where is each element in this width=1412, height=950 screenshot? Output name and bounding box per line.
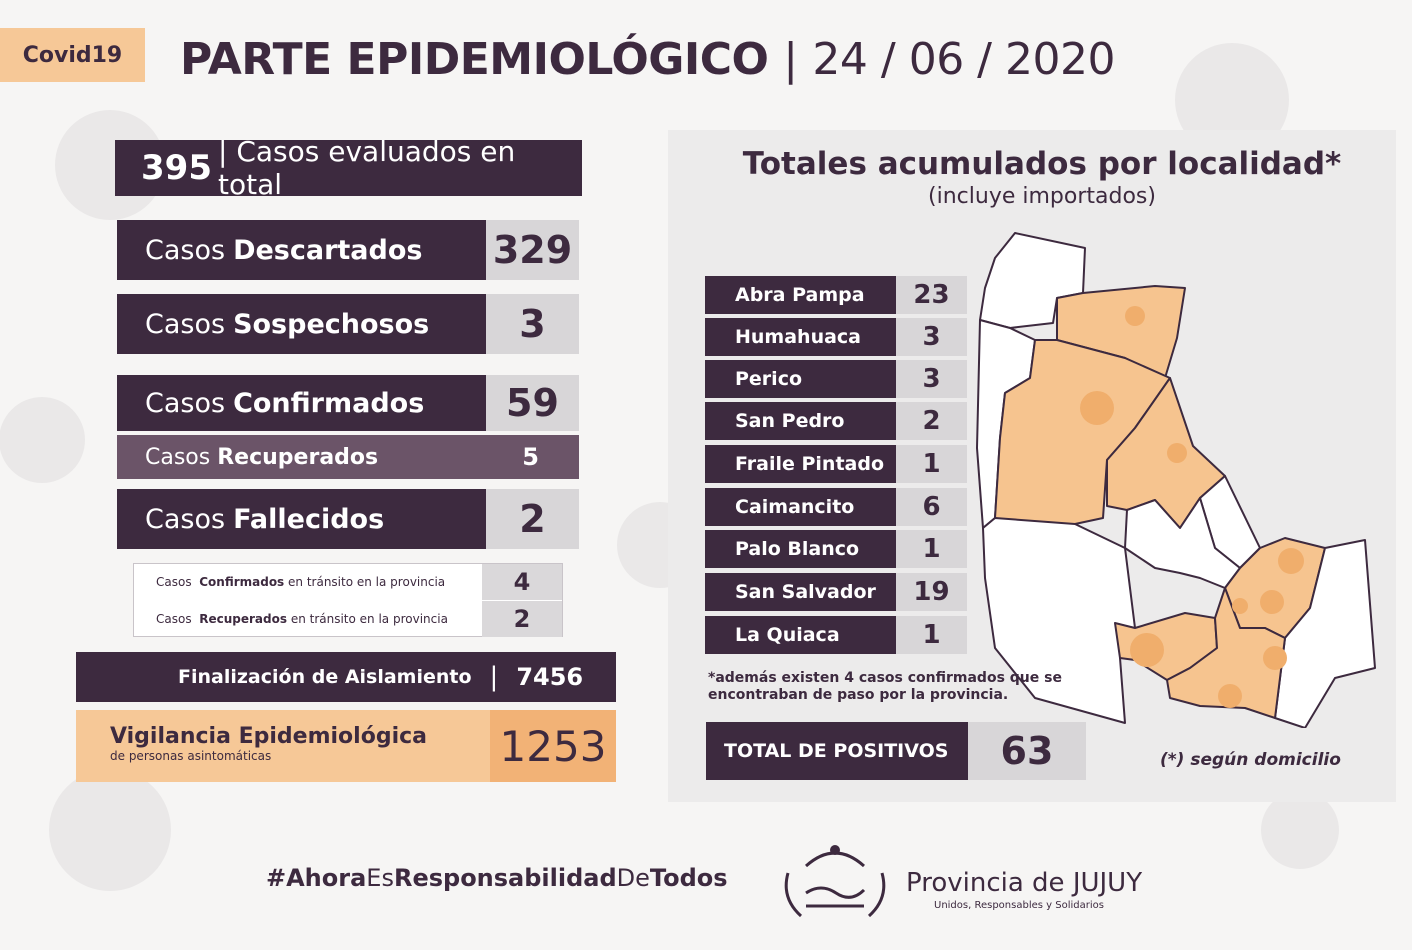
title-text: PARTE EPIDEMIOLÓGICO — [180, 34, 769, 85]
stat-label — [117, 220, 486, 280]
stat-label — [117, 375, 486, 431]
jujuy-map — [975, 228, 1385, 728]
page-title — [180, 34, 1115, 85]
locality-name: La Quiaca — [705, 616, 896, 654]
covid-tag: Covid19 — [0, 28, 145, 82]
surveillance-label: Vigilancia Epidemiológica — [110, 724, 428, 749]
locality-name: San Salvador — [705, 573, 896, 611]
stat-value: 329 — [486, 220, 579, 280]
surveillance-value: 1253 — [490, 710, 616, 782]
stat-prefix: Casos — [145, 308, 226, 340]
locality-name: San Pedro — [705, 402, 896, 440]
transit-label: Casos Confirmados en tránsito en la provincia — [156, 575, 446, 589]
locality-row — [705, 616, 967, 654]
province-logo-icon — [776, 838, 894, 928]
locality-value: 1 — [896, 530, 967, 568]
locality-value: 2 — [896, 402, 967, 440]
localities-note: *además existen 4 casos confirmados que se encontraban de paso por la provincia. — [708, 670, 1062, 703]
locality-value: 3 — [896, 360, 967, 398]
stat-row-recuperados — [117, 435, 579, 479]
locality-row — [705, 573, 967, 611]
locality-name: Palo Blanco — [705, 530, 896, 568]
stat-value: 2 — [486, 489, 579, 549]
locality-value: 6 — [896, 488, 967, 526]
locality-row — [705, 402, 967, 440]
footnote: (*) según domicilio — [1160, 750, 1341, 770]
stat-label — [117, 489, 486, 549]
stat-row-confirmados — [117, 375, 579, 431]
locality-value: 3 — [896, 318, 967, 356]
locality-value: 1 — [896, 445, 967, 483]
transit-value: 4 — [482, 564, 562, 600]
stat-name: Sospechosos — [233, 308, 430, 340]
surveillance-sub: de personas asintomáticas — [110, 749, 272, 763]
transit-row-recuperados — [134, 601, 562, 637]
stat-value: 5 — [522, 443, 539, 471]
isolation-value: 7456 — [516, 663, 584, 691]
isolation-label: Finalización de Aislamiento — [178, 666, 472, 688]
hashtag: #AhoraEsResponsabilidadDeTodos — [266, 864, 728, 892]
stat-row-fallecidos — [117, 489, 579, 549]
locality-name: Fraile Pintado — [705, 445, 896, 483]
localities-subtitle: (incluye importados) — [928, 184, 1156, 209]
localities-title: Totales acumulados por localidad* — [742, 146, 1342, 182]
total-positives-label: TOTAL DE POSITIVOS — [706, 722, 968, 780]
locality-row — [705, 360, 967, 398]
transit-label: Casos Recuperados en tránsito en la provincia — [156, 612, 448, 626]
stat-name: Descartados — [233, 234, 423, 266]
stat-name: Recuperados — [217, 444, 379, 470]
stat-prefix: Casos — [145, 234, 226, 266]
title-separator: | — [783, 34, 798, 85]
transit-row-confirmados — [134, 564, 562, 600]
locality-name: Humahuaca — [705, 318, 896, 356]
locality-name: Caimancito — [705, 488, 896, 526]
stat-prefix: Casos — [145, 444, 211, 470]
locality-row — [705, 276, 967, 314]
locality-value: 1 — [896, 616, 967, 654]
total-evaluated-value: 395 — [141, 148, 212, 188]
locality-name: Abra Pampa — [705, 276, 896, 314]
total-evaluated-label: | Casos evaluados en total — [217, 135, 516, 201]
stat-value: 59 — [486, 375, 579, 431]
province-motto: Unidos, Responsables y Solidarios — [934, 900, 1104, 911]
province-name: Provincia de JUJUY — [906, 868, 1143, 898]
transit-box — [133, 563, 563, 637]
locality-row — [705, 530, 967, 568]
locality-value: 19 — [896, 573, 967, 611]
stat-prefix: Casos — [145, 503, 226, 535]
total-positives-value: 63 — [968, 722, 1086, 780]
isolation-box — [76, 652, 616, 702]
locality-value: 23 — [896, 276, 967, 314]
stat-row-descartados — [117, 220, 579, 280]
stat-prefix: Casos — [145, 387, 226, 419]
stat-label — [117, 294, 486, 354]
report-date: 24 / 06 / 2020 — [812, 34, 1115, 85]
locality-row — [705, 445, 967, 483]
total-evaluated-box — [115, 135, 582, 201]
locality-row — [705, 318, 967, 356]
isolation-separator: | — [489, 662, 499, 692]
stat-name: Confirmados — [233, 387, 425, 419]
stat-value: 3 — [486, 294, 579, 354]
locality-row — [705, 488, 967, 526]
locality-name: Perico — [705, 360, 896, 398]
total-positives-box — [706, 722, 1086, 780]
surveillance-box — [76, 710, 616, 782]
stat-name: Fallecidos — [233, 503, 385, 535]
transit-value: 2 — [482, 601, 562, 637]
stat-row-sospechosos — [117, 294, 579, 354]
